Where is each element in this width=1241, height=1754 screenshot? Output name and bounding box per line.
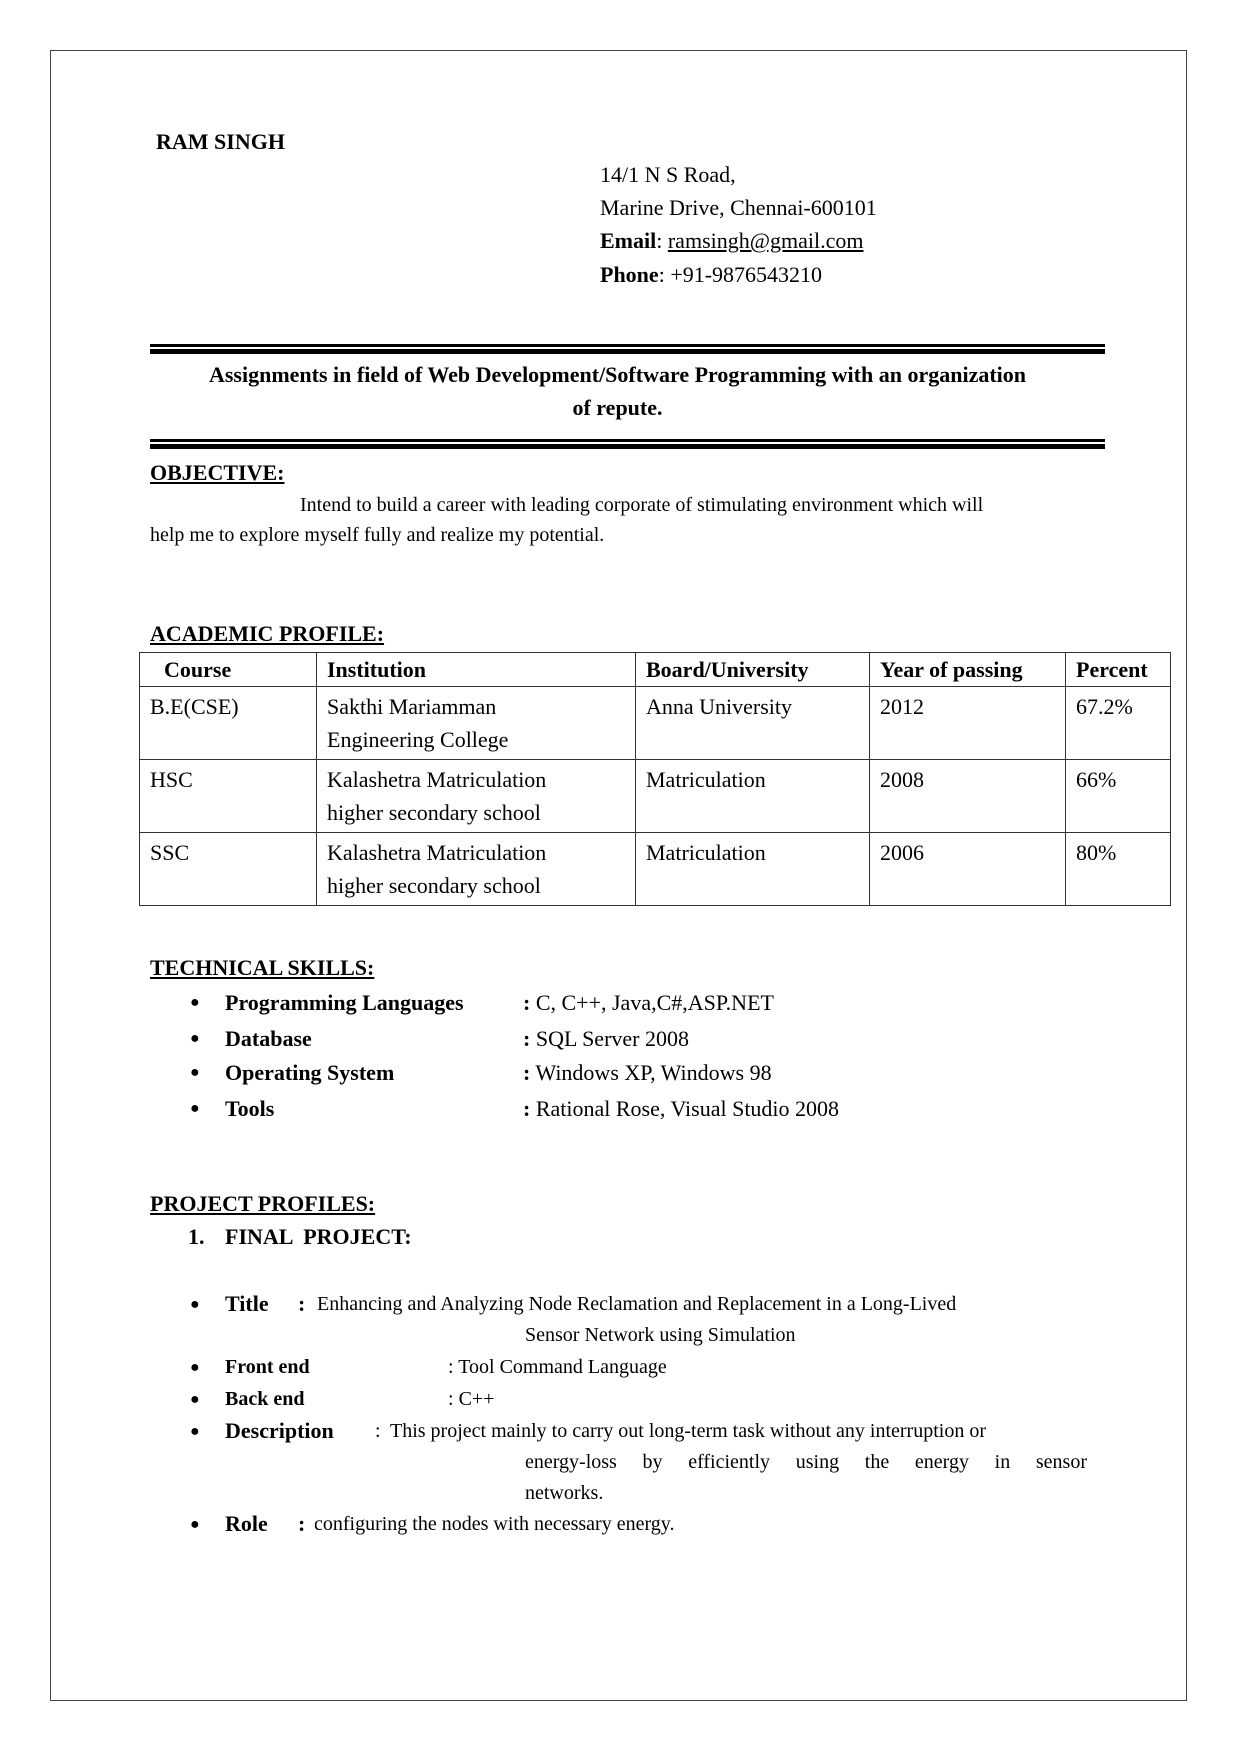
objective-text-1: Intend to build a career with leading corporate of stimulating environment which will xyxy=(300,494,984,516)
colon: : xyxy=(298,1511,306,1536)
title-label: Title xyxy=(225,1291,269,1316)
role-label: Role xyxy=(225,1511,268,1536)
cell-course: HSC xyxy=(140,760,317,833)
bullet-icon: ● xyxy=(190,1030,200,1047)
skill-value-text: Windows XP, Windows 98 xyxy=(535,1060,772,1085)
col-course: Course xyxy=(140,653,317,687)
candidate-name: RAM SINGH xyxy=(156,129,285,154)
skill-value xyxy=(523,992,774,1014)
divider-thick xyxy=(150,349,1105,354)
skill-value-text: C, C++, Java,C#,ASP.NET xyxy=(535,990,774,1015)
cell-percent: 66% xyxy=(1066,760,1171,833)
cell-year: 2008 xyxy=(870,760,1066,833)
skill-label: Tools xyxy=(225,1096,275,1121)
divider-thin-2 xyxy=(150,439,1105,442)
table-row xyxy=(140,687,1171,760)
colon: : xyxy=(523,990,531,1015)
cell-board: Matriculation xyxy=(636,760,870,833)
phone-value: +91-9876543210 xyxy=(670,262,823,287)
phone-row: Phone: +91-9876543210 xyxy=(600,262,823,287)
col-year: Year of passing xyxy=(870,653,1066,687)
cell-percent: 67.2% xyxy=(1066,687,1171,760)
email-link[interactable]: ramsingh@gmail.com xyxy=(667,228,864,253)
colon: : xyxy=(523,1060,531,1085)
role-value: configuring the nodes with necessary energy. xyxy=(314,1513,675,1535)
bullet-icon: ● xyxy=(190,1296,200,1313)
back-end-value xyxy=(448,1389,494,1409)
career-goal-line-1: Assignments in field of Web Development/Software Programming with an organization xyxy=(208,362,1027,387)
cell-course: B.E(CSE) xyxy=(140,687,317,760)
bullet-icon: ● xyxy=(190,1064,200,1081)
cell-year: 2012 xyxy=(870,687,1066,760)
bullet-icon: ● xyxy=(190,994,200,1011)
email-row: Email: ramsingh@gmail.com xyxy=(600,228,864,253)
address-line-1: 14/1 N S Road, xyxy=(600,162,736,187)
objective-heading: OBJECTIVE: xyxy=(150,460,285,485)
colon: : xyxy=(375,1420,381,1442)
table-header-row xyxy=(140,653,1171,687)
academic-heading: ACADEMIC PROFILE: xyxy=(150,621,385,646)
col-institution: Institution xyxy=(317,653,636,687)
institution-line-1: Kalashetra Matriculation xyxy=(327,767,547,792)
skill-value xyxy=(523,1062,772,1084)
back-end-text: C++ xyxy=(458,1388,495,1410)
cell-institution xyxy=(317,687,636,760)
cell-course: SSC xyxy=(140,833,317,906)
colon: : xyxy=(523,1096,531,1121)
front-end-value xyxy=(448,1357,667,1377)
phone-label: Phone xyxy=(600,262,659,287)
divider-thin xyxy=(150,344,1105,347)
description-line-1: This project mainly to carry out long-term task without any interruption or xyxy=(390,1420,986,1442)
academic-table xyxy=(139,652,1171,906)
col-board: Board/University xyxy=(636,653,870,687)
skill-label: Operating System xyxy=(225,1060,395,1085)
bullet-icon: ● xyxy=(190,1391,200,1408)
description-line-2-text: energy-loss by efficiently using the energy in sensor xyxy=(525,1451,1087,1473)
institution-line-1: Kalashetra Matriculation xyxy=(327,840,547,865)
email-label: Email xyxy=(600,228,657,253)
colon: : xyxy=(448,1388,454,1410)
skill-label: Database xyxy=(225,1026,312,1051)
cell-board: Matriculation xyxy=(636,833,870,906)
skill-value-text: Rational Rose, Visual Studio 2008 xyxy=(535,1096,840,1121)
colon: : xyxy=(298,1291,306,1316)
bullet-icon: ● xyxy=(190,1423,200,1440)
description-label: Description xyxy=(225,1418,334,1443)
front-end-label: Front end xyxy=(225,1356,310,1378)
projects-heading: PROJECT PROFILES: xyxy=(150,1191,376,1216)
cell-percent: 80% xyxy=(1066,833,1171,906)
career-goal-line-2: of repute. xyxy=(572,395,663,420)
skill-value-text: SQL Server 2008 xyxy=(535,1026,689,1051)
institution-line-1: Sakthi Mariamman xyxy=(327,694,497,719)
table-row xyxy=(140,760,1171,833)
objective-text-2: help me to explore myself fully and realize my potential. xyxy=(150,524,605,546)
col-percent: Percent xyxy=(1066,653,1171,687)
title-line-1: Enhancing and Analyzing Node Reclamation and Replacement in a Long-Lived xyxy=(317,1293,957,1315)
institution-line-2: Engineering College xyxy=(327,727,509,752)
table-row xyxy=(140,833,1171,906)
address-line-2: Marine Drive, Chennai-600101 xyxy=(600,195,877,220)
institution-line-2: higher secondary school xyxy=(327,873,541,898)
bullet-icon: ● xyxy=(190,1359,200,1376)
bullet-icon: ● xyxy=(190,1100,200,1117)
colon: : xyxy=(523,1026,531,1051)
skill-label: Programming Languages xyxy=(225,990,464,1015)
colon: : xyxy=(448,1356,454,1378)
project-number: 1. xyxy=(188,1224,205,1249)
skill-value xyxy=(523,1028,689,1050)
skills-heading: TECHNICAL SKILLS: xyxy=(150,955,375,980)
divider-thick-2 xyxy=(150,444,1105,449)
project-heading: FINAL PROJECT: xyxy=(225,1224,412,1249)
skill-value xyxy=(523,1098,839,1120)
bullet-icon: ● xyxy=(190,1516,200,1533)
back-end-label: Back end xyxy=(225,1388,305,1410)
institution-line-2: higher secondary school xyxy=(327,800,541,825)
cell-board: Anna University xyxy=(636,687,870,760)
cell-institution xyxy=(317,760,636,833)
description-line-3: networks. xyxy=(525,1482,604,1504)
cell-institution xyxy=(317,833,636,906)
front-end-text: Tool Command Language xyxy=(458,1356,667,1378)
description-line-2 xyxy=(525,1447,1087,1509)
title-line-2: Sensor Network using Simulation xyxy=(525,1324,796,1346)
cell-year: 2006 xyxy=(870,833,1066,906)
